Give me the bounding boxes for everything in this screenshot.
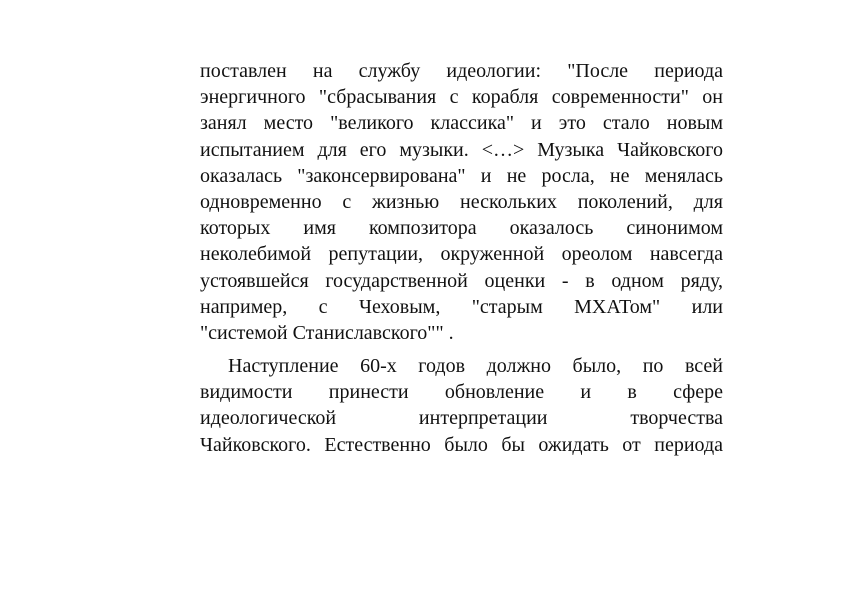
paragraph-2: [200, 353, 723, 458]
text-line: например, с Чеховым, "старым МХАТом" или: [200, 295, 723, 318]
text-line: "системой Станиславского"" .: [200, 321, 454, 344]
text-line: поставлен на службу идеологии: "После периода: [200, 60, 723, 82]
text-line: Чайковского. Естественно было бы ожидать от периода: [200, 433, 723, 456]
text-line: устоявшейся государственной оценки - в одном ряду,: [200, 269, 723, 292]
text-line: идеологической интерпретации творчества: [200, 407, 723, 430]
text-line: Наступление 60-х годов должно было, по всей: [228, 355, 723, 378]
text-line: занял место "великого классика" и это стало новым: [200, 112, 723, 135]
text-line: одновременно с жизнью нескольких поколений, для: [200, 190, 723, 213]
text-line: оказалась "законсервирована" и не росла, не менялась: [200, 164, 723, 187]
document-page: [200, 58, 723, 458]
text-line: испытанием для его музыки. <…> Музыка Чайковского: [200, 138, 723, 161]
text-line: энергичного "сбрасывания с корабля современности" он: [200, 86, 723, 109]
paragraph-1: [200, 58, 723, 346]
text-line: которых имя композитора оказалось синонимом: [200, 217, 723, 240]
text-line: видимости принести обновление и в сфере: [200, 381, 723, 404]
text-line: неколебимой репутации, окруженной ореолом навсегда: [200, 243, 723, 266]
